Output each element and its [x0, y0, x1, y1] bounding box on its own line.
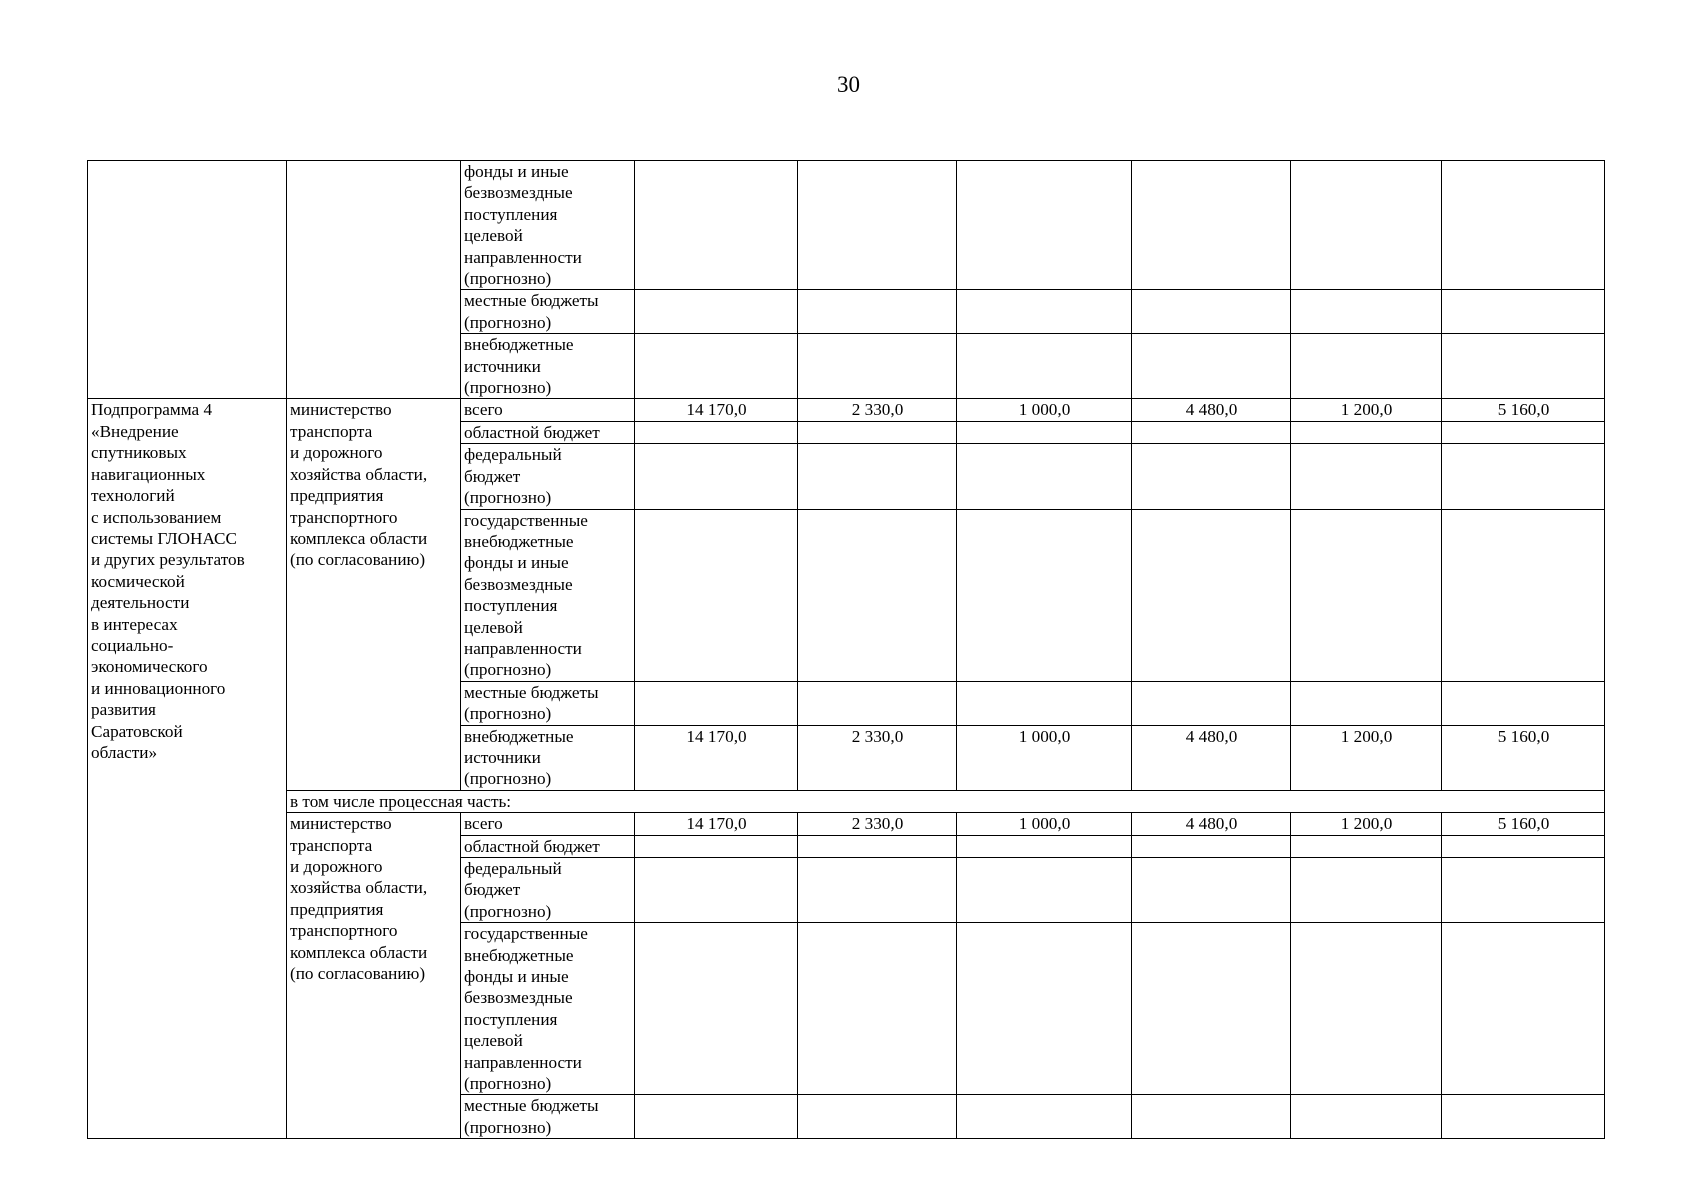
value-cell	[1132, 509, 1291, 681]
value-cell: 5 160,0	[1442, 725, 1605, 790]
table-row	[88, 813, 1605, 835]
subprogram-cell: Подпрограмма 4 «Внедрение спутниковых навигационных технологий с использованием системы ГЛОНАСС и других результатов космической деятельности в интересах социально- экономического и инновационного развития Саратовской области»	[88, 399, 287, 1139]
value-cell: 1 200,0	[1291, 399, 1442, 421]
value-cell	[798, 334, 957, 399]
value-cell	[1442, 290, 1605, 334]
value-cell: 2 330,0	[798, 725, 957, 790]
value-cell	[798, 421, 957, 443]
source-cell: местные бюджеты (прогнозно)	[461, 1095, 635, 1139]
value-cell	[1442, 1095, 1605, 1139]
value-cell: 2 330,0	[798, 399, 957, 421]
value-cell	[1442, 421, 1605, 443]
value-cell: 14 170,0	[635, 725, 798, 790]
process-part-label: в том числе процессная часть:	[287, 790, 1605, 812]
value-cell	[957, 1095, 1132, 1139]
value-cell	[635, 858, 798, 923]
value-cell: 4 480,0	[1132, 725, 1291, 790]
value-cell	[1442, 858, 1605, 923]
value-cell	[635, 444, 798, 509]
value-cell	[1291, 835, 1442, 857]
page-number: 30	[837, 72, 860, 97]
value-cell	[1442, 835, 1605, 857]
value-cell	[957, 858, 1132, 923]
value-cell	[1442, 444, 1605, 509]
empty-cell	[287, 161, 461, 399]
value-cell	[1132, 681, 1291, 725]
executor-cell: министерство транспорта и дорожного хозяйства области, предприятия транспортного комплекса области (по согласованию)	[287, 399, 461, 790]
value-cell	[1132, 858, 1291, 923]
value-cell	[1442, 509, 1605, 681]
value-cell	[798, 290, 957, 334]
value-cell: 1 000,0	[957, 399, 1132, 421]
value-cell	[635, 290, 798, 334]
value-cell: 1 200,0	[1291, 725, 1442, 790]
source-cell: фонды и иные безвозмездные поступления целевой направленности (прогнозно)	[461, 161, 635, 290]
value-cell	[957, 290, 1132, 334]
source-cell: государственные внебюджетные фонды и иные безвозмездные поступления целевой направленности (прогнозно)	[461, 923, 635, 1095]
value-cell	[798, 681, 957, 725]
value-cell	[1291, 858, 1442, 923]
value-cell	[957, 161, 1132, 290]
value-cell	[1291, 290, 1442, 334]
table-row	[88, 161, 1605, 290]
source-cell: всего	[461, 399, 635, 421]
source-cell: местные бюджеты (прогнозно)	[461, 681, 635, 725]
source-cell: всего	[461, 813, 635, 835]
source-cell: областной бюджет	[461, 421, 635, 443]
value-cell: 4 480,0	[1132, 813, 1291, 835]
value-cell	[1442, 161, 1605, 290]
value-cell	[957, 923, 1132, 1095]
value-cell	[1291, 509, 1442, 681]
value-cell	[1291, 421, 1442, 443]
source-cell: федеральный бюджет (прогнозно)	[461, 858, 635, 923]
value-cell	[635, 509, 798, 681]
value-cell	[1132, 444, 1291, 509]
value-cell: 14 170,0	[635, 399, 798, 421]
value-cell	[1132, 161, 1291, 290]
value-cell	[635, 681, 798, 725]
value-cell	[1291, 923, 1442, 1095]
budget-table	[87, 160, 1605, 1139]
value-cell	[1291, 334, 1442, 399]
value-cell	[1442, 923, 1605, 1095]
value-cell	[635, 923, 798, 1095]
value-cell	[635, 835, 798, 857]
value-cell	[957, 509, 1132, 681]
value-cell	[1442, 681, 1605, 725]
value-cell	[635, 334, 798, 399]
empty-cell	[88, 161, 287, 399]
value-cell	[1132, 923, 1291, 1095]
value-cell	[635, 1095, 798, 1139]
source-cell: областной бюджет	[461, 835, 635, 857]
value-cell	[635, 161, 798, 290]
value-cell	[1291, 681, 1442, 725]
value-cell: 2 330,0	[798, 813, 957, 835]
value-cell: 1 000,0	[957, 813, 1132, 835]
value-cell: 1 000,0	[957, 725, 1132, 790]
source-cell: государственные внебюджетные фонды и иные безвозмездные поступления целевой направленности (прогнозно)	[461, 509, 635, 681]
table-row	[88, 790, 1605, 812]
value-cell	[1291, 1095, 1442, 1139]
value-cell	[798, 509, 957, 681]
value-cell	[798, 444, 957, 509]
table-row	[88, 399, 1605, 421]
value-cell	[635, 421, 798, 443]
value-cell	[957, 835, 1132, 857]
value-cell	[1132, 334, 1291, 399]
value-cell	[957, 334, 1132, 399]
value-cell	[1442, 334, 1605, 399]
value-cell	[1132, 421, 1291, 443]
value-cell	[1132, 1095, 1291, 1139]
value-cell	[798, 161, 957, 290]
value-cell: 1 200,0	[1291, 813, 1442, 835]
value-cell: 5 160,0	[1442, 813, 1605, 835]
value-cell	[798, 858, 957, 923]
source-cell: внебюджетные источники (прогнозно)	[461, 334, 635, 399]
value-cell	[957, 444, 1132, 509]
value-cell	[1132, 290, 1291, 334]
source-cell: федеральный бюджет (прогнозно)	[461, 444, 635, 509]
value-cell	[798, 923, 957, 1095]
value-cell	[1291, 444, 1442, 509]
source-cell: внебюджетные источники (прогнозно)	[461, 725, 635, 790]
executor-cell: министерство транспорта и дорожного хозяйства области, предприятия транспортного комплекса области (по согласованию)	[287, 813, 461, 1139]
value-cell	[1291, 161, 1442, 290]
source-cell: местные бюджеты (прогнозно)	[461, 290, 635, 334]
value-cell: 5 160,0	[1442, 399, 1605, 421]
value-cell	[957, 421, 1132, 443]
value-cell: 4 480,0	[1132, 399, 1291, 421]
value-cell: 14 170,0	[635, 813, 798, 835]
value-cell	[1132, 835, 1291, 857]
value-cell	[957, 681, 1132, 725]
value-cell	[798, 1095, 957, 1139]
value-cell	[798, 835, 957, 857]
